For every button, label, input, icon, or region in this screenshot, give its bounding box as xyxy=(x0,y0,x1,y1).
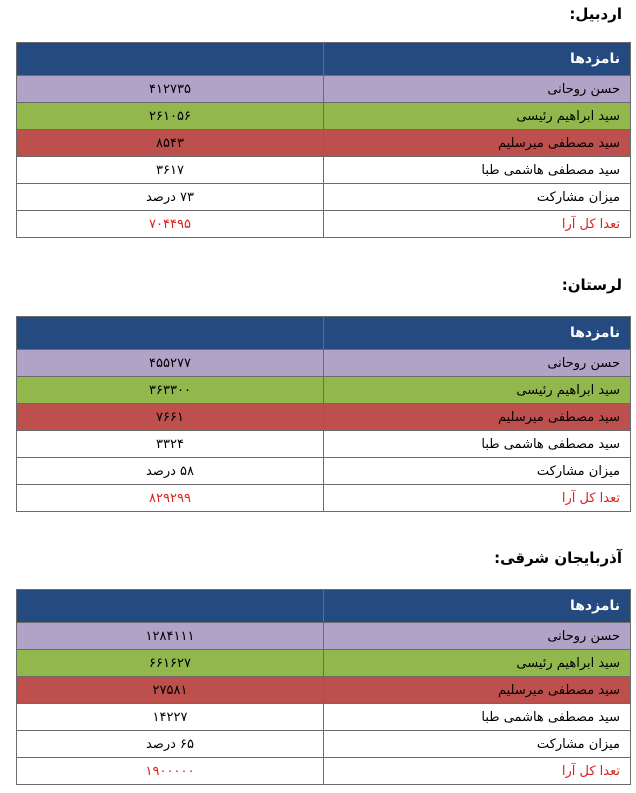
turnout-label: میزان مشارکت xyxy=(324,184,631,211)
results-table xyxy=(16,42,631,238)
table-header-row xyxy=(17,590,631,623)
header-blank xyxy=(17,43,324,76)
total-votes-value: ۱۹۰۰۰۰۰ xyxy=(17,758,324,785)
table-row xyxy=(17,157,631,184)
vote-count: ۳۶۳۳۰۰ xyxy=(17,377,324,404)
candidate-name: سید مصطفی هاشمی طبا xyxy=(324,157,631,184)
total-votes-value: ۷۰۴۴۹۵ xyxy=(17,211,324,238)
total-votes-label: تعدا کل آرا xyxy=(324,758,631,785)
candidate-name: سید ابراهیم رئیسی xyxy=(324,377,631,404)
table-header-row xyxy=(17,43,631,76)
vote-count: ۲۷۵۸۱ xyxy=(17,677,324,704)
turnout-value: ۶۵ درصد xyxy=(17,731,324,758)
province-title: آذربایجان شرقی: xyxy=(494,549,622,567)
table-row xyxy=(17,350,631,377)
results-table xyxy=(16,589,631,785)
table-row xyxy=(17,485,631,512)
total-votes-label: تعدا کل آرا xyxy=(324,211,631,238)
table-row xyxy=(17,677,631,704)
table-header-row xyxy=(17,317,631,350)
table-row xyxy=(17,650,631,677)
turnout-value: ۵۸ درصد xyxy=(17,458,324,485)
table-row xyxy=(17,731,631,758)
header-candidates: نامزدها xyxy=(324,590,631,623)
table-row xyxy=(17,704,631,731)
table-row xyxy=(17,184,631,211)
vote-count: ۱۲۸۴۱۱۱ xyxy=(17,623,324,650)
table-row xyxy=(17,623,631,650)
table-row xyxy=(17,103,631,130)
vote-count: ۸۵۴۳ xyxy=(17,130,324,157)
table-row xyxy=(17,758,631,785)
table-row xyxy=(17,377,631,404)
vote-count: ۴۵۵۲۷۷ xyxy=(17,350,324,377)
turnout-value: ۷۳ درصد xyxy=(17,184,324,211)
candidate-name: سید مصطفی هاشمی طبا xyxy=(324,704,631,731)
vote-count: ۱۴۲۲۷ xyxy=(17,704,324,731)
candidate-name: سید ابراهیم رئیسی xyxy=(324,103,631,130)
table-row xyxy=(17,130,631,157)
vote-count: ۴۱۲۷۳۵ xyxy=(17,76,324,103)
header-blank xyxy=(17,590,324,623)
header-candidates: نامزدها xyxy=(324,43,631,76)
candidate-name: سید ابراهیم رئیسی xyxy=(324,650,631,677)
vote-count: ۶۶۱۶۲۷ xyxy=(17,650,324,677)
total-votes-value: ۸۲۹۲۹۹ xyxy=(17,485,324,512)
table-row xyxy=(17,431,631,458)
table-row xyxy=(17,404,631,431)
turnout-label: میزان مشارکت xyxy=(324,731,631,758)
table-row xyxy=(17,458,631,485)
vote-count: ۳۶۱۷ xyxy=(17,157,324,184)
candidate-name: حسن روحانی xyxy=(324,623,631,650)
candidate-name: سید مصطفی میرسلیم xyxy=(324,404,631,431)
turnout-label: میزان مشارکت xyxy=(324,458,631,485)
total-votes-label: تعدا کل آرا xyxy=(324,485,631,512)
province-title: لرستان: xyxy=(561,276,622,294)
candidate-name: سید مصطفی میرسلیم xyxy=(324,677,631,704)
results-table xyxy=(16,316,631,512)
vote-count: ۳۳۲۴ xyxy=(17,431,324,458)
candidate-name: سید مصطفی هاشمی طبا xyxy=(324,431,631,458)
table-row xyxy=(17,76,631,103)
province-title: اردبیل: xyxy=(569,5,622,23)
header-candidates: نامزدها xyxy=(324,317,631,350)
table-row xyxy=(17,211,631,238)
candidate-name: سید مصطفی میرسلیم xyxy=(324,130,631,157)
vote-count: ۷۶۶۱ xyxy=(17,404,324,431)
candidate-name: حسن روحانی xyxy=(324,76,631,103)
vote-count: ۲۶۱۰۵۶ xyxy=(17,103,324,130)
header-blank xyxy=(17,317,324,350)
candidate-name: حسن روحانی xyxy=(324,350,631,377)
